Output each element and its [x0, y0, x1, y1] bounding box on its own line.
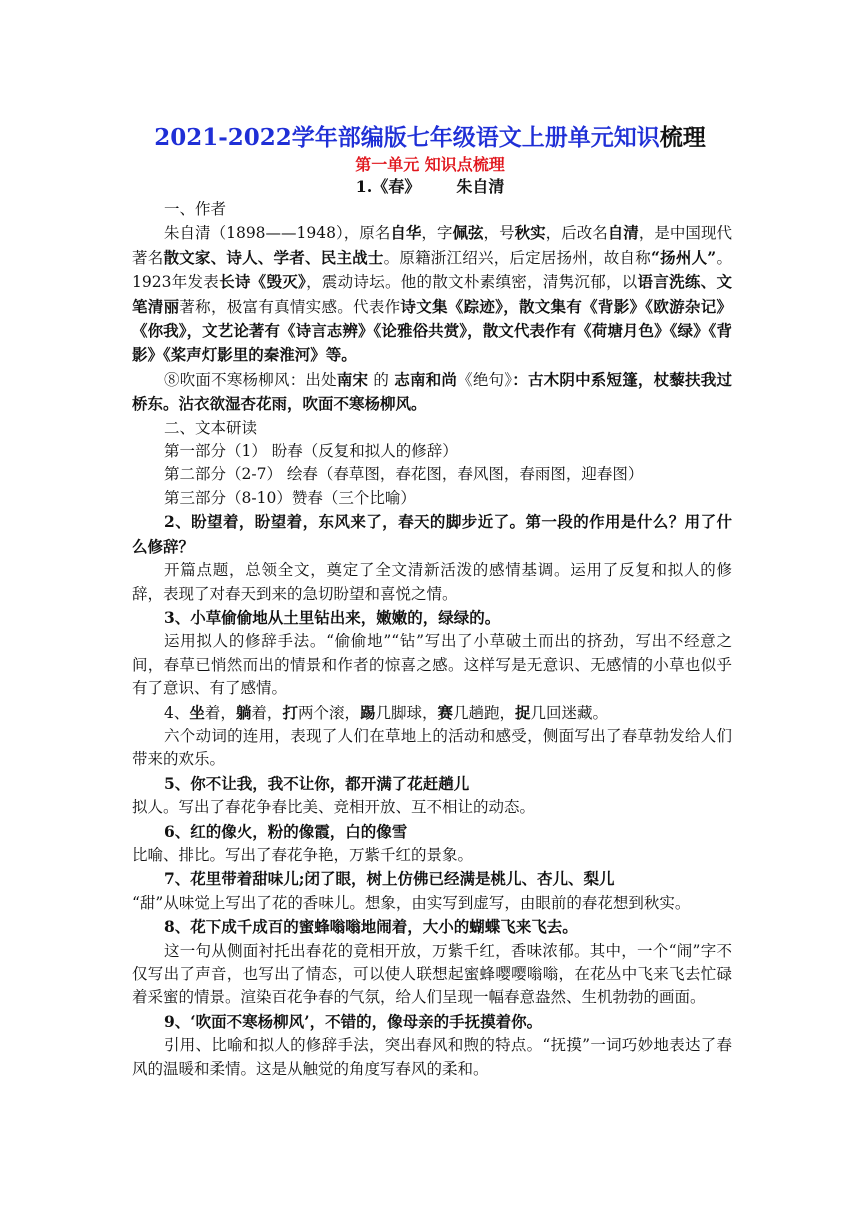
bold-text: 长诗《毁灭》	[219, 272, 307, 292]
bold-text: 捉	[515, 702, 531, 722]
text-run: ，号	[483, 224, 515, 243]
quote-paragraph	[132, 368, 732, 417]
bold-text: ：古木阴中系短篷，杖藜扶我过桥东。沾衣欲湿杏花雨，吹面不寒杨柳风。	[132, 369, 732, 414]
question-line	[132, 701, 732, 725]
bold-text: 语言洗练、文笔清丽	[132, 272, 732, 316]
lesson-heading	[0, 176, 860, 198]
question-line	[132, 820, 732, 844]
answer-paragraph: 这一句从侧面衬托出春花的竟相开放，万紫千红，香味浓郁。其中，一个“闹”字不仅写出了声音，也写出了情态，可以使人联想起蜜蜂嘤嘤嗡嗡，在花丛中飞来飞去忙碌着采蜜的情景。渲染百花争春的气氛，给人们呈现一幅春意盎然、生机勃勃的画面。	[132, 941, 732, 1007]
text-run: 几趟跑，	[453, 703, 516, 722]
bold-text: 志南和尚	[394, 369, 458, 389]
bold-text: 佩弦	[452, 223, 484, 243]
text-run: 着，	[204, 703, 236, 722]
text-run: 《绝句》	[457, 370, 513, 389]
title-blue-part: 2021-2022学年部编版七年级语文上册单元知识	[154, 124, 660, 151]
text-run: ，字	[421, 224, 453, 243]
text-run: 著称，极富有真情实感。代表作	[179, 297, 401, 316]
question-line	[132, 867, 732, 891]
bold-text: 9、‘吹面不寒杨柳风’，不错的，像母亲的手抚摸着你。	[164, 1011, 543, 1031]
bold-text: 散文家、诗人、学者、民主战士	[163, 247, 384, 267]
text-run: 朱自清（1898——1948），原名	[164, 224, 391, 243]
unit-heading: 第一单元 知识点梳理	[355, 155, 505, 174]
lesson-title: 1.《春》	[355, 177, 421, 196]
section-heading-author: 一、作者	[164, 200, 227, 218]
bold-text: 6、红的像火，粉的像霞，白的像雪	[164, 821, 408, 841]
section-heading-text: 二、文本研读	[164, 418, 258, 437]
bold-text: 自清	[607, 223, 639, 243]
bold-text: 赛	[437, 702, 454, 722]
bold-text: 踢	[359, 702, 376, 722]
question-line	[132, 606, 732, 630]
answer-paragraph: 引用、比喻和拟人的修辞手法，突出春风和煦的特点。“抚摸”一词巧妙地表达了春风的温暖和柔情。这是从触觉的角度写春风的柔和。	[132, 1036, 732, 1078]
text-run: 两个滚，	[297, 703, 360, 722]
text-run: 的	[368, 370, 395, 389]
title-black-part: 梳理	[659, 124, 706, 151]
answer-paragraph: 比喻、排比。写出了春花争艳，万紫千红的景象。	[132, 845, 474, 864]
bold-text: “扬州人”	[650, 247, 717, 267]
bold-text: 5、你不让我，我不让你，都开满了花赶趟儿	[164, 773, 470, 793]
bold-text: 8、花下成千成百的蜜蜂嗡嗡地闹着，大小的蝴蝶飞来飞去。	[164, 917, 578, 937]
bold-text: 南宋	[336, 369, 369, 389]
bold-text: 诗文集《踪迹》，散文集有《背影》《欧游杂记》《你我》，文艺论著有《诗言志辨》《论雅俗共赏》，散文代表作有《荷塘月色》《绿》《背影》《桨声灯影里的秦淮河》等。	[132, 296, 732, 365]
question-line	[132, 510, 732, 559]
part-line: 第三部分（8-10）赞春（三个比喻）	[164, 488, 416, 507]
text-run: 。原籍浙江绍兴，后定居扬州，故自称	[383, 248, 651, 267]
question-line	[132, 915, 732, 939]
bold-text: 3、小草偷偷地从土里钻出来，嫩嫩的，绿绿的。	[164, 607, 501, 627]
text-run: ⑧吹面不寒杨柳风：出处	[164, 370, 337, 389]
bold-text: 自华	[390, 223, 422, 243]
document-body	[132, 198, 732, 1081]
text-run: ，震动诗坛。他的散文朴素缜密，清隽沉郁，以	[306, 273, 638, 292]
text-run: ，是中国现代著名	[132, 224, 732, 267]
bold-text: 7、花里带着甜味儿;闭了眼，树上仿佛已经满是桃儿、杏儿、梨儿	[164, 869, 615, 889]
text-run: 几回迷藏。	[530, 703, 609, 722]
author-paragraph	[132, 221, 732, 367]
answer-paragraph: “甜”从味觉上写出了花的香味儿。想象，由实写到虚写，由眼前的春花想到秋实。	[132, 893, 691, 912]
question-line	[132, 1010, 732, 1034]
answer-paragraph: 开篇点题，总领全文，奠定了全文清新活泼的感情基调。运用了反复和拟人的修辞，表现了对春天到来的急切盼望和喜悦之情。	[132, 561, 732, 603]
bold-text: 打	[282, 702, 298, 722]
answer-paragraph: 六个动词的连用，表现了人们在草地上的活动和感受，侧面写出了春草勃发给人们带来的欢乐。	[132, 726, 732, 769]
answer-paragraph: 运用拟人的修辞手法。“偷偷地”“钻”写出了小草破土而出的挤劲，写出不经意之间，春草已悄然而出的情景和作者的惊喜之感。这样写是无意识、无感情的小草也似乎有了意识、有了感情。	[132, 632, 732, 698]
qa-list	[132, 510, 732, 1081]
lesson-author: 朱自清	[456, 177, 505, 196]
text-run: 4、	[164, 703, 190, 722]
text-run: 着，	[251, 703, 283, 722]
question-line	[132, 772, 732, 796]
text-run: ，后改名	[545, 224, 608, 243]
bold-text: 坐	[189, 702, 205, 722]
answer-paragraph: 拟人。写出了春花争春比美、竞相开放、互不相让的动态。	[132, 798, 536, 817]
part-line: 第二部分（2-7） 绘春（春草图，春花图，春风图，春雨图，迎春图）	[164, 465, 644, 484]
bold-text: 2、盼望着，盼望着，东风来了，春天的脚步近了。第一段的作用是什么？用了什么修辞？	[132, 512, 732, 556]
part-line: 第一部分（1） 盼春（反复和拟人的修辞）	[164, 442, 458, 461]
text-run: 几脚球，	[375, 703, 438, 722]
text-run: 。1923年发表	[132, 248, 732, 292]
document-title	[0, 124, 860, 152]
bold-text: 躺	[235, 702, 252, 722]
bold-text: 秋实	[514, 223, 546, 243]
